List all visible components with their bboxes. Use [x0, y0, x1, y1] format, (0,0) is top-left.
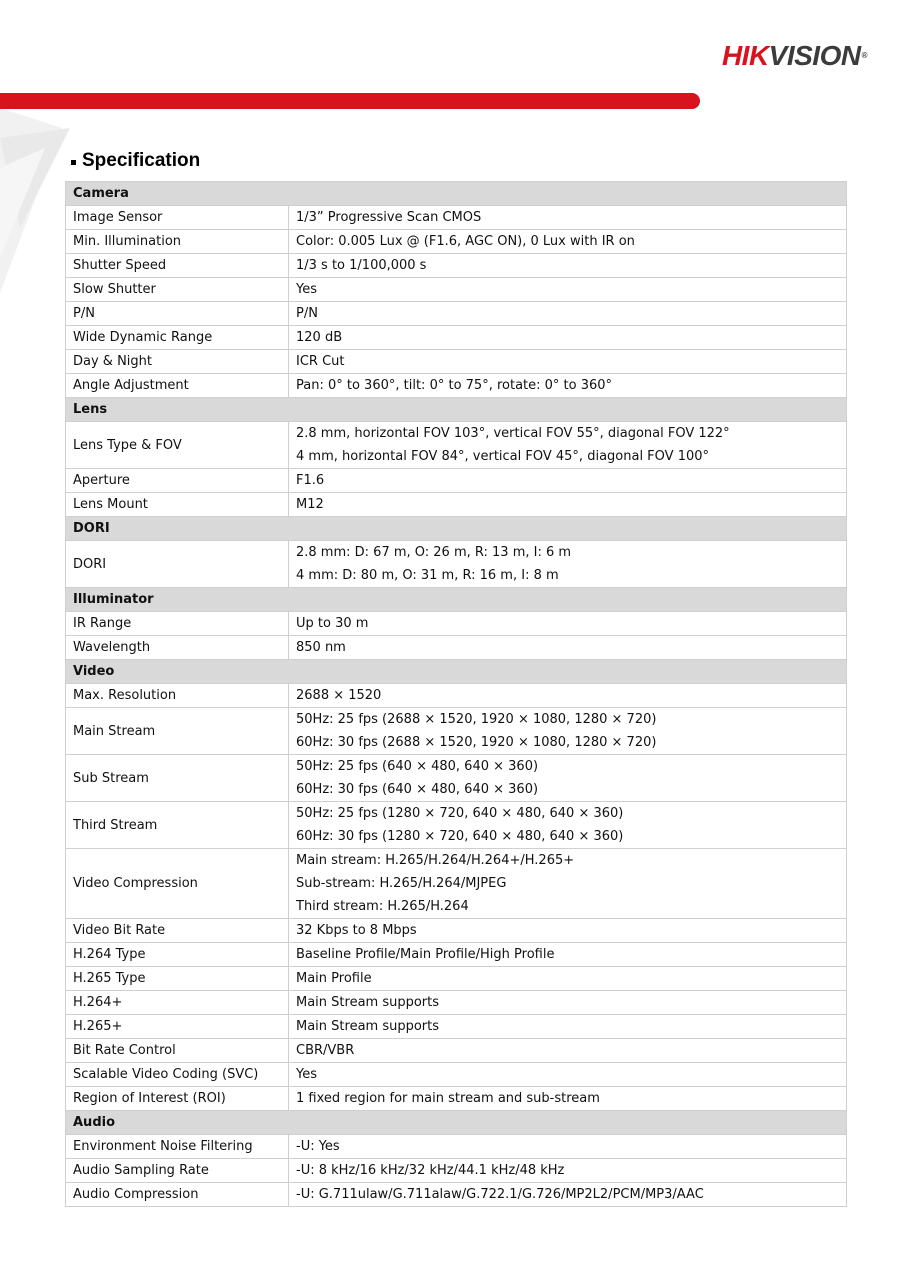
table-row [66, 493, 847, 517]
section-title: Video [66, 660, 847, 684]
table-row [66, 708, 847, 755]
spec-value [289, 254, 847, 278]
section-title: Lens [66, 398, 847, 422]
spec-value [289, 684, 847, 708]
table-row [66, 755, 847, 802]
table-row [66, 1063, 847, 1087]
spec-label: Max. Resolution [66, 684, 289, 708]
spec-label: Third Stream [66, 802, 289, 849]
table-row [66, 967, 847, 991]
spec-value-line: 32 Kbps to 8 Mbps [296, 923, 417, 938]
table-row [66, 541, 847, 588]
specification-table [65, 181, 847, 1207]
spec-label: Lens Mount [66, 493, 289, 517]
spec-label: Scalable Video Coding (SVC) [66, 1063, 289, 1087]
page-title-text: Specification [82, 150, 201, 171]
spec-value [289, 302, 847, 326]
spec-value-line: 50Hz: 25 fps (2688 × 1520, 1920 × 1080, 1280 × 720) [296, 712, 657, 727]
spec-label: Day & Night [66, 350, 289, 374]
spec-label: Aperture [66, 469, 289, 493]
spec-value-line: 60Hz: 30 fps (640 × 480, 640 × 360) [296, 782, 539, 797]
spec-value-line: 2688 × 1520 [296, 688, 382, 703]
spec-value [289, 1087, 847, 1111]
table-row [66, 469, 847, 493]
spec-value-line: Third stream: H.265/H.264 [296, 899, 469, 914]
section-header [66, 660, 847, 684]
spec-label: Wavelength [66, 636, 289, 660]
spec-value [289, 326, 847, 350]
spec-value [289, 849, 847, 919]
spec-label: H.264 Type [66, 943, 289, 967]
spec-value-line: 50Hz: 25 fps (1280 × 720, 640 × 480, 640 × 360) [296, 806, 624, 821]
spec-label: Lens Type & FOV [66, 422, 289, 469]
spec-value-line: Sub-stream: H.265/H.264/MJPEG [296, 876, 507, 891]
spec-label: Shutter Speed [66, 254, 289, 278]
spec-value-line: Main Stream supports [296, 995, 440, 1010]
table-row [66, 1183, 847, 1207]
spec-label: Main Stream [66, 708, 289, 755]
spec-label: Environment Noise Filtering [66, 1135, 289, 1159]
spec-label: DORI [66, 541, 289, 588]
spec-value [289, 636, 847, 660]
table-row [66, 636, 847, 660]
spec-value-line: P/N [296, 306, 318, 321]
spec-value-line: 850 nm [296, 640, 346, 655]
table-row [66, 230, 847, 254]
spec-value [289, 1039, 847, 1063]
spec-label: H.265+ [66, 1015, 289, 1039]
spec-label: Video Compression [66, 849, 289, 919]
table-row [66, 1087, 847, 1111]
spec-value-line: 4 mm, horizontal FOV 84°, vertical FOV 45°, diagonal FOV 100° [296, 449, 710, 464]
spec-value [289, 350, 847, 374]
spec-label: Image Sensor [66, 206, 289, 230]
spec-value-line: F1.6 [296, 473, 325, 488]
spec-value [289, 802, 847, 849]
spec-value-line: CBR/VBR [296, 1043, 355, 1058]
spec-value-line: 60Hz: 30 fps (1280 × 720, 640 × 480, 640 × 360) [296, 829, 624, 844]
section-title: DORI [66, 517, 847, 541]
spec-value [289, 469, 847, 493]
section-title: Camera [66, 182, 847, 206]
spec-value-line: ICR Cut [296, 354, 345, 369]
spec-label: Slow Shutter [66, 278, 289, 302]
spec-label: H.265 Type [66, 967, 289, 991]
spec-value-line: M12 [296, 497, 324, 512]
spec-label: P/N [66, 302, 289, 326]
table-row [66, 254, 847, 278]
table-row [66, 1159, 847, 1183]
section-header [66, 1111, 847, 1135]
table-row [66, 1039, 847, 1063]
spec-value [289, 278, 847, 302]
spec-value [289, 422, 847, 469]
table-row [66, 919, 847, 943]
table-row [66, 991, 847, 1015]
spec-label: Audio Compression [66, 1183, 289, 1207]
section-header [66, 517, 847, 541]
spec-label: Wide Dynamic Range [66, 326, 289, 350]
spec-value [289, 206, 847, 230]
spec-value [289, 919, 847, 943]
spec-value-line: Main Profile [296, 971, 372, 986]
spec-label: Video Bit Rate [66, 919, 289, 943]
spec-value-line: Yes [296, 282, 317, 297]
section-header [66, 398, 847, 422]
table-row [66, 943, 847, 967]
spec-value [289, 1015, 847, 1039]
table-row [66, 326, 847, 350]
spec-value [289, 541, 847, 588]
spec-value-line: 120 dB [296, 330, 343, 345]
section-header [66, 182, 847, 206]
spec-value-line: Baseline Profile/Main Profile/High Profile [296, 947, 555, 962]
spec-value-line: -U: 8 kHz/16 kHz/32 kHz/44.1 kHz/48 kHz [296, 1163, 565, 1178]
spec-value-line: Color: 0.005 Lux @ (F1.6, AGC ON), 0 Lux with IR on [296, 234, 635, 249]
spec-value [289, 374, 847, 398]
spec-value-line: 50Hz: 25 fps (640 × 480, 640 × 360) [296, 759, 539, 774]
section-title: Illuminator [66, 588, 847, 612]
decorative-triangles [0, 108, 70, 293]
spec-value-line: Yes [296, 1067, 317, 1082]
table-row [66, 849, 847, 919]
spec-value-line: 2.8 mm: D: 67 m, O: 26 m, R: 13 m, I: 6 m [296, 545, 572, 560]
table-row [66, 350, 847, 374]
spec-value-line: Main Stream supports [296, 1019, 440, 1034]
table-row [66, 1135, 847, 1159]
spec-value-line: 1/3 s to 1/100,000 s [296, 258, 427, 273]
table-row [66, 612, 847, 636]
spec-value-line: 60Hz: 30 fps (2688 × 1520, 1920 × 1080, 1280 × 720) [296, 735, 657, 750]
table-row [66, 422, 847, 469]
bullet-icon [71, 160, 76, 165]
spec-value-line: 4 mm: D: 80 m, O: 31 m, R: 16 m, I: 8 m [296, 568, 559, 583]
spec-value [289, 943, 847, 967]
spec-value-line: 1/3” Progressive Scan CMOS [296, 210, 482, 225]
spec-value-line: Up to 30 m [296, 616, 369, 631]
table-row [66, 684, 847, 708]
spec-label: Region of Interest (ROI) [66, 1087, 289, 1111]
spec-label: Bit Rate Control [66, 1039, 289, 1063]
spec-value-line: 1 fixed region for main stream and sub-stream [296, 1091, 600, 1106]
spec-value [289, 708, 847, 755]
spec-value [289, 1135, 847, 1159]
section-header [66, 588, 847, 612]
table-row [66, 802, 847, 849]
spec-value-line: Pan: 0° to 360°, tilt: 0° to 75°, rotate: 0° to 360° [296, 378, 613, 393]
page-title [71, 150, 200, 172]
spec-label: Angle Adjustment [66, 374, 289, 398]
spec-label: H.264+ [66, 991, 289, 1015]
table-row [66, 278, 847, 302]
hikvision-logo: HIKVISION® [721, 40, 867, 71]
spec-label: Min. Illumination [66, 230, 289, 254]
section-title: Audio [66, 1111, 847, 1135]
header-red-bar [0, 93, 700, 109]
spec-label: Audio Sampling Rate [66, 1159, 289, 1183]
spec-value [289, 230, 847, 254]
spec-value-line: -U: Yes [296, 1139, 340, 1154]
spec-value [289, 1159, 847, 1183]
table-row [66, 302, 847, 326]
table-row [66, 1015, 847, 1039]
spec-label: IR Range [66, 612, 289, 636]
spec-value [289, 493, 847, 517]
spec-value [289, 967, 847, 991]
spec-value [289, 991, 847, 1015]
spec-value [289, 755, 847, 802]
table-row [66, 206, 847, 230]
spec-value [289, 1063, 847, 1087]
spec-value-line: -U: G.711ulaw/G.711alaw/G.722.1/G.726/MP2L2/PCM/MP3/AAC [296, 1187, 704, 1202]
spec-value-line: Main stream: H.265/H.264/H.264+/H.265+ [296, 853, 575, 868]
spec-label: Sub Stream [66, 755, 289, 802]
spec-value [289, 612, 847, 636]
spec-value [289, 1183, 847, 1207]
spec-value-line: 2.8 mm, horizontal FOV 103°, vertical FOV 55°, diagonal FOV 122° [296, 426, 730, 441]
table-row [66, 374, 847, 398]
